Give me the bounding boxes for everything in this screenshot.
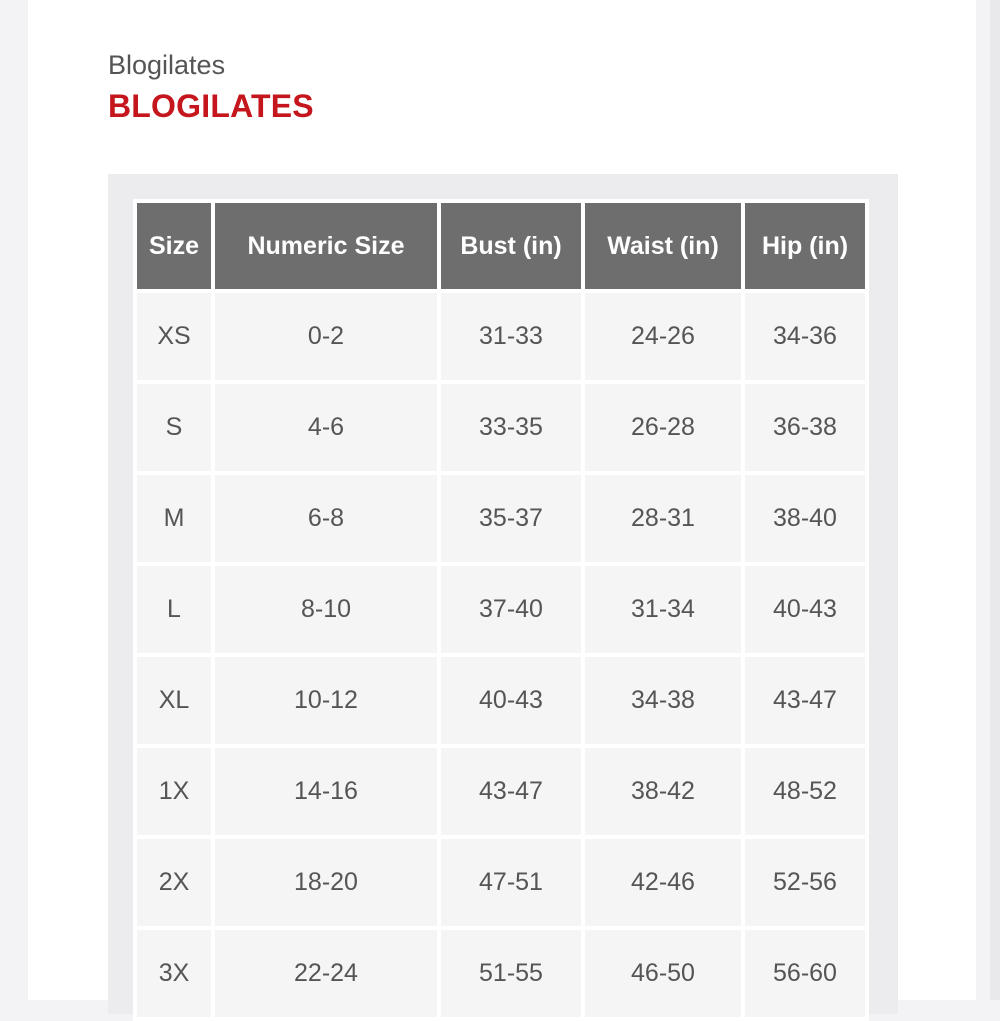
cell-size: 2X [137, 839, 211, 926]
table-row [137, 475, 865, 562]
header-row [137, 203, 865, 289]
table-row [137, 930, 865, 1017]
cell-size: 1X [137, 748, 211, 835]
cell-waist: 28-31 [585, 475, 741, 562]
cell-size: XS [137, 293, 211, 380]
cell-numeric-size: 0-2 [215, 293, 437, 380]
table-row [137, 566, 865, 653]
cell-bust: 51-55 [441, 930, 581, 1017]
cell-waist: 26-28 [585, 384, 741, 471]
cell-waist: 34-38 [585, 657, 741, 744]
cell-bust: 47-51 [441, 839, 581, 926]
brand-title: BLOGILATES [108, 88, 314, 124]
cell-bust: 40-43 [441, 657, 581, 744]
cell-numeric-size: 14-16 [215, 748, 437, 835]
cell-hip: 40-43 [745, 566, 865, 653]
cell-numeric-size: 6-8 [215, 475, 437, 562]
cell-size: S [137, 384, 211, 471]
cell-numeric-size: 8-10 [215, 566, 437, 653]
cell-bust: 35-37 [441, 475, 581, 562]
column-header-waist: Waist (in) [585, 203, 741, 289]
cell-bust: 37-40 [441, 566, 581, 653]
table-row [137, 748, 865, 835]
cell-waist: 42-46 [585, 839, 741, 926]
size-chart-frame [108, 174, 898, 1014]
table-row [137, 657, 865, 744]
cell-size: 3X [137, 930, 211, 1017]
brand-name: Blogilates [108, 50, 226, 80]
table-row [137, 293, 865, 380]
cell-waist: 46-50 [585, 930, 741, 1017]
cell-waist: 24-26 [585, 293, 741, 380]
cell-size: XL [137, 657, 211, 744]
cell-hip: 38-40 [745, 475, 865, 562]
cell-numeric-size: 10-12 [215, 657, 437, 744]
cell-waist: 38-42 [585, 748, 741, 835]
cell-bust: 31-33 [441, 293, 581, 380]
cell-hip: 43-47 [745, 657, 865, 744]
cell-hip: 48-52 [745, 748, 865, 835]
cell-waist: 31-34 [585, 566, 741, 653]
page-edge [990, 0, 1000, 1000]
cell-bust: 33-35 [441, 384, 581, 471]
table-row [137, 839, 865, 926]
column-header-bust: Bust (in) [441, 203, 581, 289]
cell-size: L [137, 566, 211, 653]
cell-size: M [137, 475, 211, 562]
cell-hip: 34-36 [745, 293, 865, 380]
size-chart-table [133, 199, 869, 1021]
table-row [137, 384, 865, 471]
cell-bust: 43-47 [441, 748, 581, 835]
cell-numeric-size: 22-24 [215, 930, 437, 1017]
cell-numeric-size: 18-20 [215, 839, 437, 926]
cell-hip: 56-60 [745, 930, 865, 1017]
cell-hip: 36-38 [745, 384, 865, 471]
column-header-numeric-size: Numeric Size [215, 203, 437, 289]
cell-numeric-size: 4-6 [215, 384, 437, 471]
cell-hip: 52-56 [745, 839, 865, 926]
column-header-size: Size [137, 203, 211, 289]
column-header-hip: Hip (in) [745, 203, 865, 289]
